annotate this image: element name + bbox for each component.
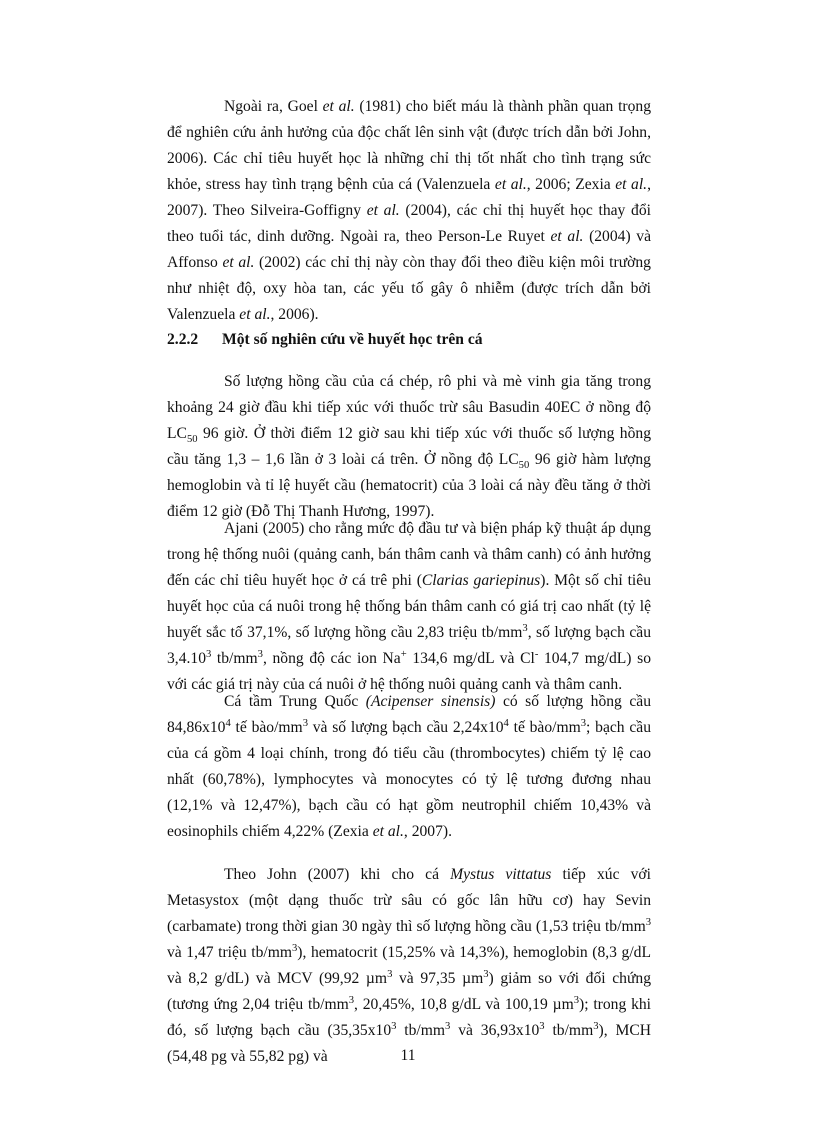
superscript: 3 [539, 1020, 545, 1032]
text-run: Ngoài ra, Goel [224, 98, 323, 115]
text-run: tb/mm [396, 1022, 446, 1039]
superscript: 3 [645, 916, 651, 928]
italic-run: et al. [239, 306, 271, 323]
text-run: tb/mm [211, 650, 258, 667]
subscript: 50 [186, 434, 198, 446]
superscript: 3 [391, 1020, 397, 1032]
paragraph-4 [167, 689, 651, 845]
text-run: ; bạch cầu của cá gồm 4 loại chính, trong đó tiểu cầu (thrombocytes) chiếm tỷ lệ cao nhất (60,78%), lymphocytes và monocytes có tỷ lệ tương đương nhau (12,1% và 12,47%), bạch cầu có hạt gồm neutrophil chiếm 10,43% và eosinophils chiếm 4,22% (Zexia [167, 719, 651, 840]
text-run: 104,7 mg/dL) so với các giá trị này của cá nuôi ở hệ thống nuôi quảng canh và thâm canh. [167, 650, 651, 693]
superscript: 3 [483, 968, 489, 980]
text-run: , 2006; Zexia [526, 176, 616, 193]
text-run: 96 giờ hàm lượng hemoglobin và tỉ lệ huyết cầu (hematocrit) của 3 loài cá này đều tăng ở thời điểm 12 giờ (Đỗ Thị Thanh Hương, 1997). [167, 451, 651, 520]
superscript: 3 [445, 1020, 451, 1032]
text-run: ); trong khi đó, số lượng bạch cầu (35,35x10 [167, 996, 652, 1039]
text-run: tế bào/mm [508, 719, 581, 736]
text-run: (2004) và Affonso [167, 228, 651, 271]
italic-run: et al. [550, 228, 584, 245]
text-run: , 2007). [403, 823, 452, 840]
subscript: 50 [518, 460, 530, 472]
superscript: 3 [580, 717, 587, 729]
text-run: (2002) các chỉ thị này còn thay đổi theo điều kiện môi trường như nhiệt độ, oxy hòa tan, các yếu tố gây ô nhiễm (được trích dẫn bởi Valenzuela [167, 254, 651, 323]
superscript: - [534, 648, 539, 660]
text-run: , 2006). [270, 306, 319, 323]
section-title: Một số nghiên cứu về huyết học trên cá [222, 331, 483, 348]
paragraph-3 [167, 516, 651, 698]
italic-run: (Acipenser sinensis) [365, 693, 496, 710]
superscript: 3 [387, 968, 393, 980]
text-run: và 97,35 µm [392, 970, 484, 987]
italic-run: Clarias gariepinus [421, 572, 541, 589]
paragraph-5 [167, 862, 651, 1070]
superscript: 4 [503, 717, 509, 729]
superscript: 3 [292, 942, 298, 954]
superscript: 3 [593, 1020, 599, 1032]
superscript: 3 [522, 622, 528, 634]
italic-run: et al. [222, 254, 255, 271]
section-heading [167, 327, 651, 353]
italic-run: et al. [366, 202, 400, 219]
superscript: 3 [348, 994, 355, 1006]
text-run: Theo John (2007) khi cho cá [224, 866, 451, 883]
text-run: Số lượng hồng cầu của cá chép, rô phi và mè vinh gia tăng trong khoảng 24 giờ đầu khi tiếp xúc với thuốc trừ sâu Basudin 40EC ở nồng độ LC [167, 373, 651, 442]
text-run: tb/mm [544, 1022, 594, 1039]
text-run: (1981) cho biết máu là thành phần quan trọng để nghiên cứu ảnh hưởng của độc chất lên sinh vật (được trích dẫn bởi John, 2006). Các chỉ tiêu huyết học là những chỉ thị tốt nhất cho tình trạng sức khỏe, stress hay tình trạng bệnh của cá (Valenzuela [167, 98, 651, 193]
paragraph-2 [167, 369, 651, 525]
text-run: , 2007). Theo Silveira-Goffigny [167, 176, 651, 219]
superscript: 3 [205, 648, 212, 660]
text-run: tế bào/mm [230, 719, 303, 736]
text-run: , số lượng bạch cầu 3,4.10 [167, 624, 651, 667]
text-run: có số lượng hồng cầu 84,86x10 [167, 693, 652, 736]
text-run: và số lượng bạch cầu 2,24x10 [307, 719, 504, 736]
italic-run: et al. [322, 98, 355, 115]
superscript: 3 [573, 994, 579, 1006]
text-run: 134,6 mg/dL và Cl [406, 650, 535, 667]
italic-run: Mystus vittatus [450, 866, 552, 883]
text-run: , nồng độ các ion Na [262, 650, 401, 667]
italic-run: et al. [372, 823, 404, 840]
superscript: 4 [225, 717, 231, 729]
paragraph-1 [167, 94, 651, 328]
text-run: 96 giờ. Ở thời điểm 12 giờ sau khi tiếp xúc với thuốc số lượng hồng cầu tăng 1,3 – 1,6 lần ở 3 loài cá trên. Ở nồng độ LC [167, 425, 651, 468]
text-run: tiếp xúc với Metasystox (một dạng thuốc trừ sâu có gốc lân hữu cơ) hay Sevin (carbamate) trong thời gian 30 ngày thì số lượng hồng cầu (1,53 triệu tb/mm [167, 866, 651, 935]
page-number: 11 [400, 1047, 416, 1064]
italic-run: et al. [494, 176, 527, 193]
text-run: Ajani (2005) cho rằng mức độ đầu tư và biện pháp kỹ thuật áp dụng trong hệ thống nuôi (quảng canh, bán thâm canh và thâm canh) có ảnh hưởng đến các chỉ tiêu huyết học ở cá trê phi ( [167, 520, 651, 589]
text-run: ), hematocrit (15,25% và 14,3%), hemoglobin (8,3 g/dL và 8,2 g/dL) và MCV (99,92 µm [167, 944, 651, 987]
text-run: Cá tầm Trung Quốc [224, 693, 366, 710]
section-number: 2.2.2 [167, 331, 199, 348]
text-run: , 20,45%, 10,8 g/dL và 100,19 µm [354, 996, 574, 1013]
italic-run: et al. [615, 176, 648, 193]
text-run: ). Một số chỉ tiêu huyết học của cá nuôi trong hệ thống bán thâm canh có giá trị cao nhất (tỷ lệ huyết sắc tố 37,1%, số lượng hồng cầu 2,83 triệu tb/mm [167, 572, 651, 641]
superscript: 3 [257, 648, 263, 660]
superscript: 3 [302, 717, 308, 729]
text-run: (2004), các chỉ thị huyết học thay đổi theo tuổi tác, dinh dưỡng. Ngoài ra, theo Person-Le Ruyet [167, 202, 651, 245]
text-run: ), MCH (54,48 pg và 55,82 pg) và [167, 1022, 651, 1065]
superscript: + [400, 648, 407, 660]
text-run: ) giảm so với đối chứng (tương ứng 2,04 triệu tb/mm [167, 970, 652, 1013]
text-run: và 36,93x10 [450, 1022, 540, 1039]
text-run: và 1,47 triệu tb/mm [167, 944, 292, 961]
